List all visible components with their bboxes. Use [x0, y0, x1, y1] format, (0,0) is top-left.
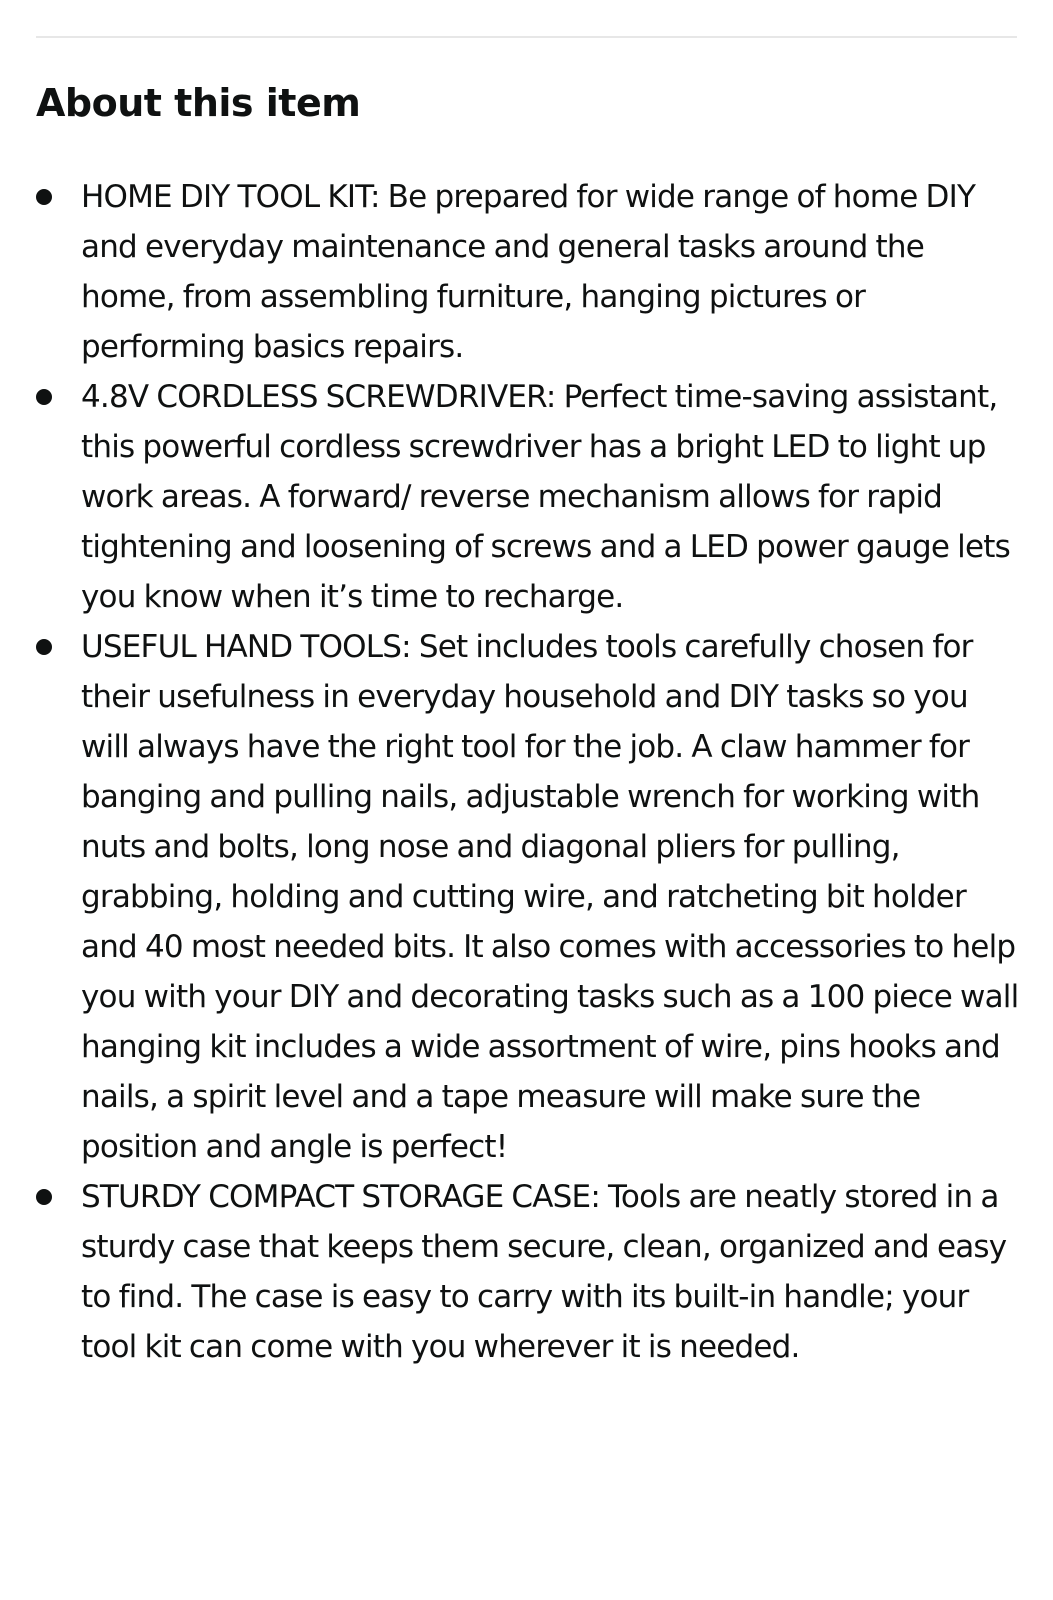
feature-bullet-home-diy: [81, 172, 1021, 372]
feature-bullet-screwdriver: [81, 372, 1021, 622]
bullet-dot-icon: [36, 639, 52, 655]
feature-bullet-text: USEFUL HAND TOOLS: Set includes tools carefully chosen for their usefulness in everyday household and DIY tasks so you will always have the right tool for the job. A claw hammer for banging and pulling nails, adjustable wrench for working with nuts and bolts, long nose and diagonal pliers for pulling, grabbing, holding and cutting wire, and ratcheting bit holder and 40 most needed bits. It also comes with accessories to help you with your DIY and decorating tasks such as a 100 piece wall hanging kit includes a wide assortment of wire, pins hooks and nails, a spirit level and a tape measure will make sure the position and angle is perfect!: [81, 629, 1019, 1165]
feature-bullet-list: [81, 172, 1021, 1372]
feature-bullet-storage-case: [81, 1172, 1021, 1372]
about-heading: About this item: [36, 81, 361, 125]
section-divider: [36, 36, 1017, 38]
feature-bullet-text: STURDY COMPACT STORAGE CASE: Tools are neatly stored in a sturdy case that keeps them secure, clean, organized and easy to find. The case is easy to carry with its built-in handle; your tool kit can come with you wherever it is needed.: [81, 1179, 1007, 1365]
feature-bullet-hand-tools: [81, 622, 1021, 1172]
feature-bullet-text: HOME DIY TOOL KIT: Be prepared for wide range of home DIY and everyday maintenance and general tasks around the home, from assembling furniture, hanging pictures or performing basics repairs.: [81, 179, 976, 365]
feature-bullet-text: 4.8V CORDLESS SCREWDRIVER: Perfect time-saving assistant, this powerful cordless screwdriver has a bright LED to light up work areas. A forward/ reverse mechanism allows for rapid tightening and loosening of screws and a LED power gauge lets you know when it’s time to recharge.: [81, 379, 1010, 615]
bullet-dot-icon: [36, 189, 52, 205]
bullet-dot-icon: [36, 1189, 52, 1205]
bullet-dot-icon: [36, 389, 52, 405]
